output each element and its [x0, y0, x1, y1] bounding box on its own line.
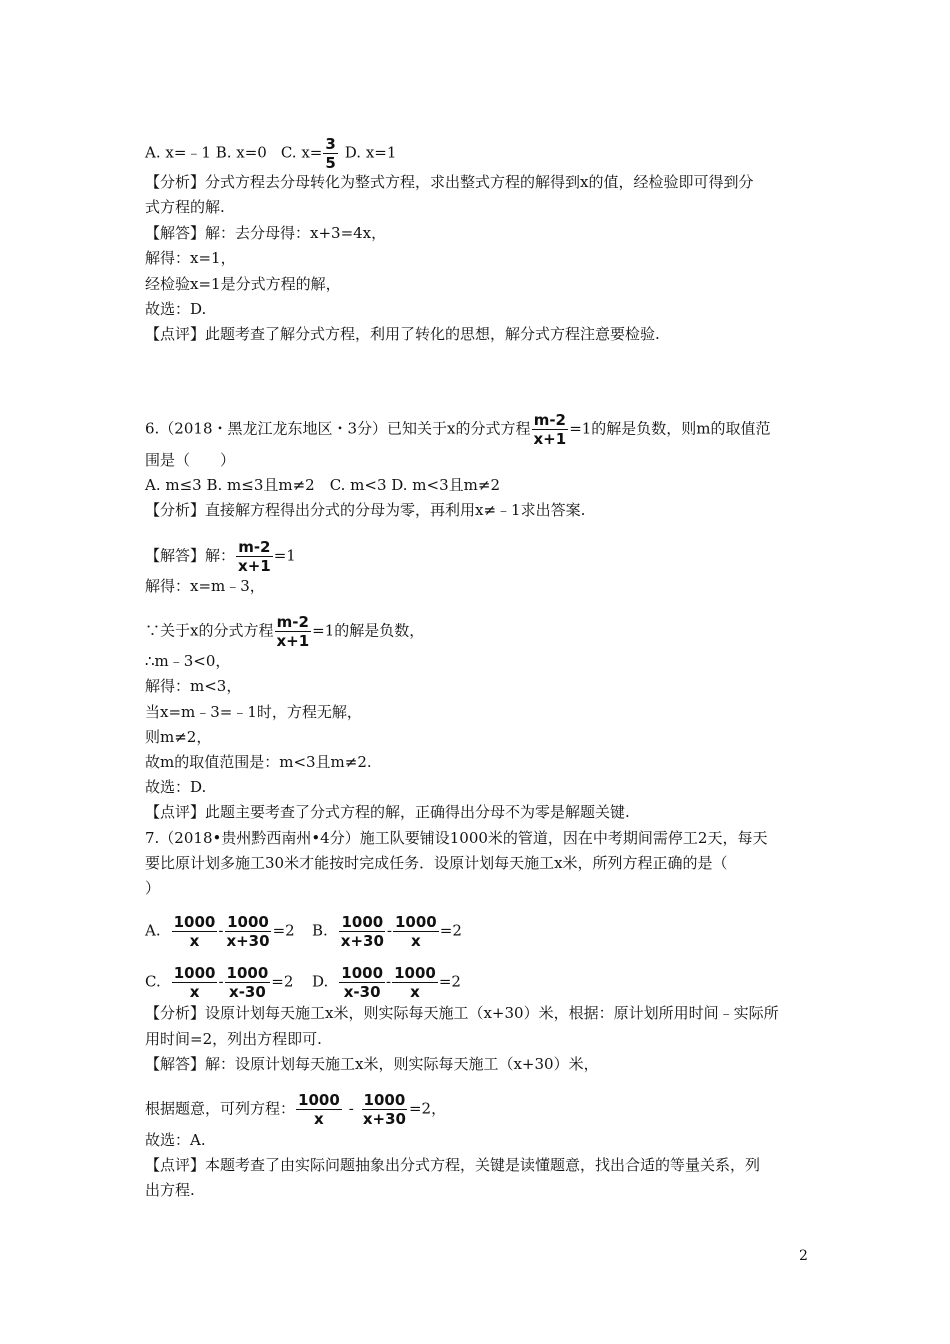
q7-comment-line1: 【点评】本题考查了由实际问题抽象出分式方程，关键是读懂题意，找出合适的等量关系，列 — [145, 1156, 761, 1174]
q6-step-2 — [145, 614, 424, 649]
fraction-denominator: x — [411, 932, 421, 950]
fraction-numerator: 1000 — [173, 964, 216, 982]
q6-solution-suffix: =1 — [273, 546, 296, 565]
fraction-numerator: 1000 — [298, 1091, 340, 1109]
q5-option-c-prefix: C. x= — [280, 143, 323, 162]
q5-comment: 【点评】此题考查了解分式方程，利用了转化的思想，解分式方程注意要检验. — [145, 325, 660, 343]
equals-2: =2 — [439, 921, 462, 940]
q5-analysis-line2: 式方程的解. — [145, 198, 225, 216]
q7-option-a — [145, 914, 295, 949]
equals-2: =2 — [271, 972, 294, 991]
q7-comment-line2: 出方程. — [145, 1181, 195, 1199]
q7-solution-line3: 故选：A. — [145, 1131, 206, 1149]
q7-stem-line2: 要比原计划多施工30米才能按时完成任务．设原计划每天施工x米，所列方程正确的是（ — [145, 854, 728, 872]
fraction-numerator: 1000 — [226, 964, 269, 982]
fraction-denominator: x — [314, 1110, 324, 1128]
fraction-denominator: x+1 — [276, 632, 310, 650]
fraction-numerator: m-2 — [238, 538, 271, 556]
q6-step-3: ∴m﹣3<0， — [145, 652, 231, 670]
fraction-numerator: 3 — [325, 135, 336, 153]
q6-step-5: 当x=m﹣3=﹣1时，方程无解， — [145, 703, 362, 721]
fraction-denominator: x — [189, 983, 200, 1001]
q6-solution-prefix: 【解答】解： — [145, 546, 236, 565]
minus-sign: - — [348, 1099, 354, 1118]
q5-solution-line2: 解得：x=1， — [145, 249, 236, 267]
fraction — [361, 1092, 408, 1127]
q6-step-2-fraction — [274, 614, 311, 649]
q6-step-2-suffix: =1的解是负数， — [312, 621, 425, 640]
fraction — [224, 914, 271, 949]
q6-step-4: 解得：m<3， — [145, 677, 242, 695]
q6-stem-fraction — [532, 412, 569, 447]
q7-option-b-label: B. — [312, 921, 328, 940]
fraction-denominator: x+1 — [238, 557, 271, 575]
minus-sign: - — [386, 921, 392, 940]
fraction-numerator: m-2 — [533, 411, 566, 429]
q6-stem-suffix: =1的解是负数，则m的取值范 — [569, 419, 771, 438]
fraction-denominator: x — [410, 983, 420, 1001]
q5-option-c-fraction — [323, 136, 337, 171]
minus-sign: - — [386, 972, 392, 991]
fraction — [393, 914, 439, 949]
q7-solution-line1: 【解答】解：设原计划每天施工x米，则实际每天施工（x+30）米， — [145, 1055, 599, 1073]
q6-step-7: 故m的取值范围是：m<3且m≠2. — [145, 753, 372, 771]
q7-solution-suffix: =2， — [408, 1099, 447, 1118]
fraction — [339, 914, 386, 949]
fraction-denominator: x+30 — [226, 932, 270, 950]
fraction-numerator: 1000 — [395, 913, 437, 931]
fraction-numerator: 1000 — [341, 913, 384, 931]
q6-stem-line1 — [145, 412, 771, 447]
q6-step-2-prefix: ∵关于x的分式方程 — [145, 621, 274, 640]
equals-2: =2 — [438, 972, 461, 991]
q6-options: A. m≤3 B. m≤3且m≠2 C. m<3 D. m<3且m≠2 — [145, 476, 500, 494]
q5-option-d: D. x=1 — [344, 143, 397, 162]
q7-analysis-line1: 【分析】设原计划每天施工x米，则实际每天施工（x+30）米，根据：原计划所用时间﹣实际所 — [145, 1004, 779, 1022]
q5-options-ab: A. x=﹣1 B. x=0 — [145, 143, 267, 162]
fraction — [225, 965, 271, 1000]
fraction-denominator: x-30 — [343, 983, 381, 1001]
q6-stem-line2: 围是（ ） — [145, 451, 236, 469]
q6-solution-line1 — [145, 539, 296, 574]
q7-option-d-label: D. — [312, 972, 329, 991]
fraction-denominator: x — [189, 932, 200, 950]
q7-stem-line3: ） — [145, 879, 161, 897]
fraction — [296, 1092, 342, 1127]
q7-option-b — [312, 914, 462, 949]
q6-solution-fraction — [236, 539, 273, 574]
q6-step-8: 故选：D. — [145, 778, 207, 796]
q7-option-c-label: C. — [145, 972, 161, 991]
q7-solution-line2 — [145, 1092, 446, 1127]
q7-solution-prefix: 根据题意，可列方程： — [145, 1099, 296, 1118]
fraction-numerator: 1000 — [173, 913, 216, 931]
page-number: 2 — [799, 1248, 808, 1264]
equals-2: =2 — [272, 921, 295, 940]
fraction-denominator: x+1 — [533, 430, 567, 448]
fraction-numerator: 1000 — [394, 964, 436, 982]
fraction-denominator: x+30 — [362, 1110, 406, 1128]
q6-step-6: 则m≠2， — [145, 728, 212, 746]
fraction-denominator: x-30 — [229, 983, 266, 1001]
q6-comment: 【点评】此题主要考查了分式方程的解，正确得出分母不为零是解题关键. — [145, 803, 630, 821]
q6-step-1: 解得：x=m﹣3， — [145, 577, 265, 595]
q5-solution-line1: 【解答】解：去分母得：x+3=4x， — [145, 224, 387, 242]
fraction-numerator: m-2 — [276, 613, 309, 631]
fraction-numerator: 1000 — [227, 913, 269, 931]
fraction — [392, 965, 438, 1000]
fraction-denominator: x+30 — [340, 932, 384, 950]
fraction-numerator: 1000 — [341, 964, 384, 982]
minus-sign: - — [218, 972, 224, 991]
fraction-numerator: 1000 — [363, 1091, 406, 1109]
q5-analysis-line1: 【分析】分式方程去分母转化为整式方程，求出整式方程的解得到x的值，经检验即可得到分 — [145, 173, 754, 191]
fraction — [339, 965, 385, 1000]
q7-option-a-label: A. — [145, 921, 161, 940]
q6-analysis: 【分析】直接解方程得出分式的分母为零，再利用x≠﹣1求出答案. — [145, 501, 586, 519]
q5-options — [145, 136, 396, 171]
fraction-denominator: 5 — [325, 154, 336, 172]
q7-option-c — [145, 965, 293, 1000]
q5-solution-line4: 故选：D. — [145, 300, 207, 318]
q6-stem-prefix: 6.（2018・黑龙江龙东地区・3分）已知关于x的分式方程 — [145, 419, 531, 438]
minus-sign: - — [218, 921, 224, 940]
q7-stem-line1: 7.（2018•贵州黔西南州•4分）施工队要铺设1000米的管道，因在中考期间需停工2天，每天 — [145, 829, 768, 847]
q7-option-d — [312, 965, 461, 1000]
fraction — [172, 914, 218, 949]
fraction — [172, 965, 218, 1000]
q5-solution-line3: 经检验x=1是分式方程的解， — [145, 275, 341, 293]
q7-analysis-line2: 用时间=2，列出方程即可. — [145, 1030, 322, 1048]
